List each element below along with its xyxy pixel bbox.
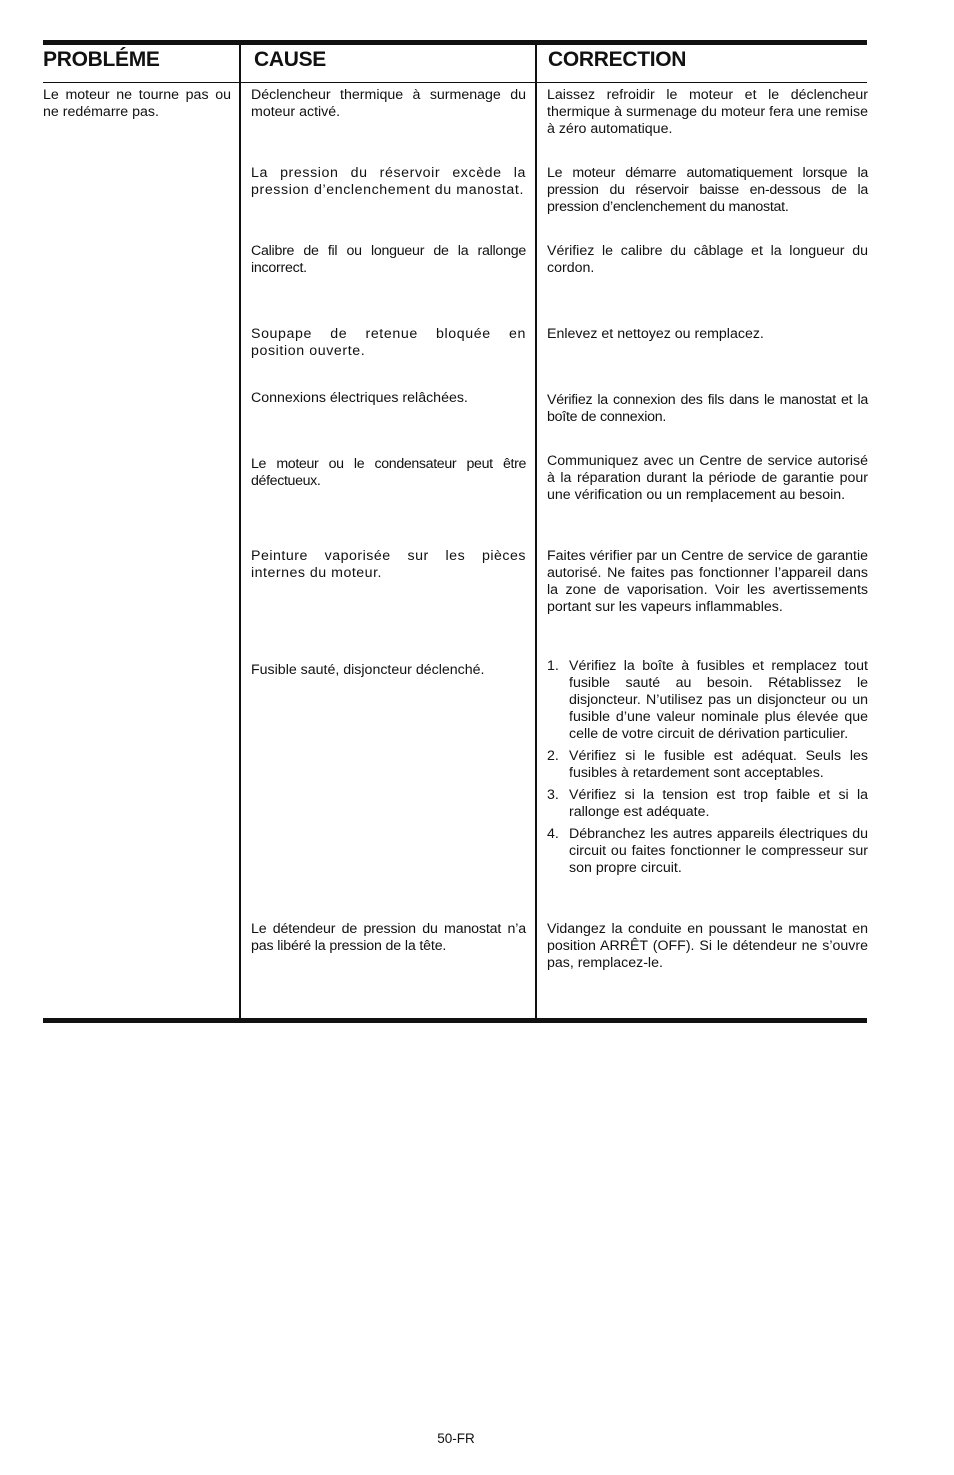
correction-7: Faites vérifier par un Centre de service de garantie autorisé. Ne faites pas fonctionner l’appareil dans la zone de vaporisation. Voir les avertissements portant sur les vapeurs inflammables. (547, 548, 868, 615)
cause-3: Calibre de fil ou longueur de la rallonge incorrect. (251, 243, 526, 276)
list-item (547, 787, 868, 821)
column-divider-2 (535, 45, 537, 1018)
column-divider-1 (239, 45, 241, 1018)
list-number: 4. (547, 826, 559, 842)
cause-2: La pression du réservoir excède la pression d’enclenchement du manostat. (251, 165, 526, 198)
correction-3: Vérifiez le calibre du câblage et la longueur du cordon. (547, 243, 868, 276)
cause-1: Déclencheur thermique à surmenage du moteur activé. (251, 87, 526, 120)
correction-1: Laissez refroidir le moteur et le déclencheur thermique à surmenage du moteur fera une remise à zéro automatique. (547, 87, 868, 137)
list-text: Vérifiez si la tension est trop faible et si la rallonge est adéquate. (569, 787, 868, 820)
problem-text: Le moteur ne tourne pas ou ne redémarre pas. (43, 87, 231, 120)
list-item (547, 826, 868, 877)
list-text: Vérifiez si le fusible est adéquat. Seuls les fusibles à retardement sont acceptables. (569, 748, 868, 781)
correction-4: Enlevez et nettoyez ou remplacez. (547, 326, 764, 342)
list-text: Débranchez les autres appareils électriques du circuit ou faites fonctionner le compresseur sur son propre circuit. (569, 826, 868, 876)
table-bottom-rule (43, 1018, 867, 1023)
table-top-rule (43, 40, 867, 45)
list-number: 2. (547, 748, 559, 764)
cause-9: Le détendeur de pression du manostat n’a pas libéré la pression de la tête. (251, 921, 526, 954)
list-item (547, 748, 868, 782)
page-number: 50-FR (437, 1431, 475, 1446)
cause-8: Fusible sauté, disjoncteur déclenché. (251, 662, 485, 678)
header-problem: PROBLÉME (43, 48, 160, 71)
list-number: 1. (547, 658, 559, 674)
header-cause: CAUSE (254, 48, 327, 71)
correction-6: Communiquez avec un Centre de service autorisé à la réparation durant la période de garantie pour une vérification ou un remplacement au besoin. (547, 453, 868, 503)
list-number: 3. (547, 787, 559, 803)
table-header-rule (43, 82, 867, 83)
cause-4: Soupape de retenue bloquée en position ouverte. (251, 326, 526, 359)
header-correction: CORRECTION (548, 48, 687, 71)
cause-6: Le moteur ou le condensateur peut être défectueux. (251, 456, 526, 489)
list-text: Vérifiez la boîte à fusibles et remplacez tout fusible sauté au besoin. Rétablissez le disjoncteur. N’utilisez pas un disjoncteur ou un fusible d’une valeur nominale plus élevée que celle de votre circuit de dérivation particulier. (569, 658, 868, 742)
correction-5: Vérifiez la connexion des fils dans le manostat et la boîte de connexion. (547, 392, 868, 425)
correction-2: Le moteur démarre automatiquement lorsque la pression du réservoir baisse en-dessous de la pression d’enclenchement du manostat. (547, 165, 868, 215)
cause-5: Connexions électriques relâchées. (251, 390, 468, 406)
correction-9: Vidangez la conduite en poussant le manostat en position ARRÊT (OFF). Si le détendeur ne s’ouvre pas, remplacez-le. (547, 921, 868, 971)
correction-8-list (547, 658, 868, 882)
cause-7: Peinture vaporisée sur les pièces internes du moteur. (251, 548, 526, 581)
list-item (547, 658, 868, 743)
